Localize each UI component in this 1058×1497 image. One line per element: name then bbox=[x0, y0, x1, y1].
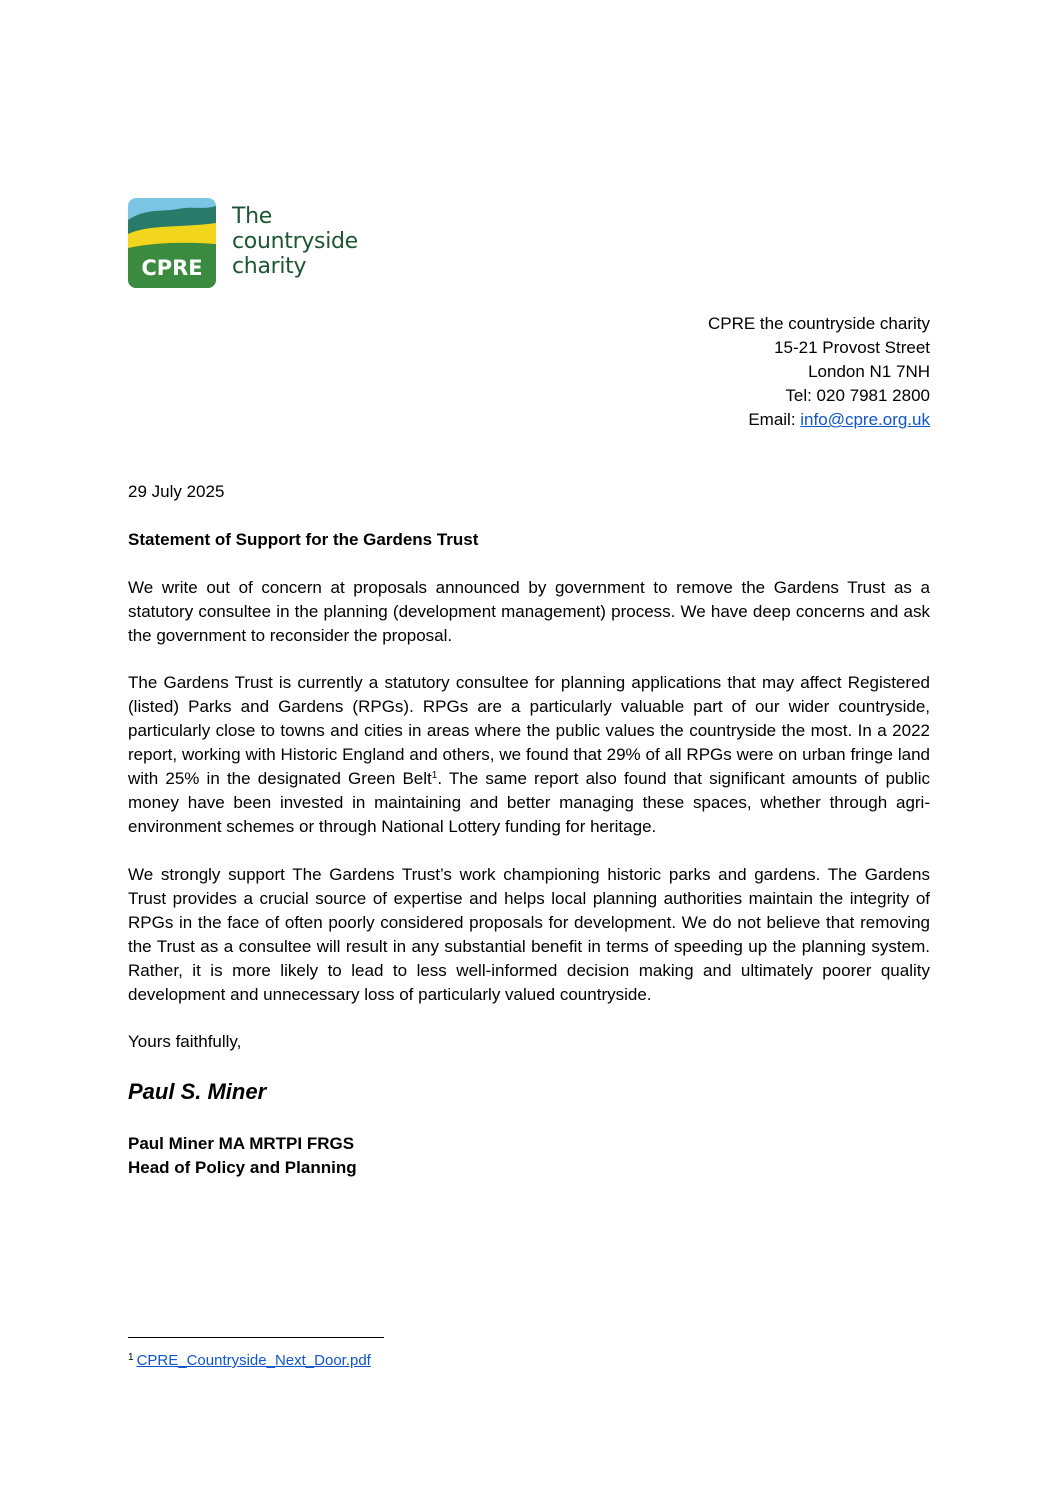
address-street: 15-21 Provost Street bbox=[774, 338, 930, 357]
footnote-reference: 1 bbox=[431, 770, 438, 781]
cpre-logo-text: CPRE bbox=[141, 256, 203, 280]
paragraph-2-part-b: . The same report also found that significant amounts of public money have been invested in maintaining and better managing these spaces, whether through agri-environment schemes or through National Lottery funding for heritage. bbox=[128, 769, 930, 836]
paragraph-3: We strongly support The Gardens Trust’s work championing historic parks and gardens. The Gardens Trust provides a crucial source of expertise and helps local planning authorities maintain the integrity of RPGs in the face of often poorly considered proposals for development. We do not believe that removing the Trust as a consultee will result in any substantial benefit in terms of speeding up the planning system. Rather, it is more likely to lead to less well-informed decision making and ultimately poorer quality development and unnecessary loss of particularly valued countryside. bbox=[128, 865, 930, 1004]
paragraph-2 bbox=[128, 671, 930, 839]
logo-line-2: countryside bbox=[232, 229, 358, 254]
email-link[interactable]: info@cpre.org.uk bbox=[800, 410, 930, 429]
signature: Paul S. Miner bbox=[128, 1079, 267, 1104]
footnote-link[interactable]: CPRE_Countryside_Next_Door.pdf bbox=[136, 1352, 371, 1369]
paragraph-1: We write out of concern at proposals announced by government to remove the Gardens Trust as a statutory consultee in the planning (development management) process. We have deep concerns and ask the government to reconsider the proposal. bbox=[128, 578, 930, 645]
email-label: Email: bbox=[748, 410, 801, 429]
signer-block bbox=[128, 1132, 357, 1180]
signer-title: Head of Policy and Planning bbox=[128, 1158, 357, 1177]
letter-date: 29 July 2025 bbox=[128, 482, 225, 501]
letter-subject: Statement of Support for the Gardens Trust bbox=[128, 530, 479, 549]
sender-address bbox=[708, 312, 930, 432]
cpre-logo bbox=[128, 198, 388, 290]
footnote bbox=[128, 1348, 371, 1371]
footnote-divider bbox=[128, 1337, 384, 1338]
address-city: London N1 7NH bbox=[808, 362, 930, 381]
footnote-number: 1 bbox=[128, 1352, 134, 1363]
logo-line-1: The bbox=[232, 204, 273, 229]
closing: Yours faithfully, bbox=[128, 1032, 242, 1051]
logo-line-3: charity bbox=[232, 254, 307, 279]
paragraph-2-part-a: The Gardens Trust is currently a statutory consultee for planning applications that may affect Registered (listed) Parks and Gardens (RPGs). RPGs are a particularly valuable part of our wider countryside, particularly close to towns and cities in areas where the public values the countryside the most. In a 2022 report, working with Historic England and others, we found that 29% of all RPGs were on urban fringe land with 25% in the designated Green Belt bbox=[128, 673, 930, 788]
address-tel: Tel: 020 7981 2800 bbox=[785, 386, 930, 405]
address-org: CPRE the countryside charity bbox=[707, 314, 930, 333]
address-email-line bbox=[708, 408, 930, 432]
logo-wordmark bbox=[232, 204, 358, 279]
cpre-logo-mark bbox=[128, 198, 216, 288]
signer-name: Paul Miner MA MRTPI FRGS bbox=[128, 1134, 355, 1153]
